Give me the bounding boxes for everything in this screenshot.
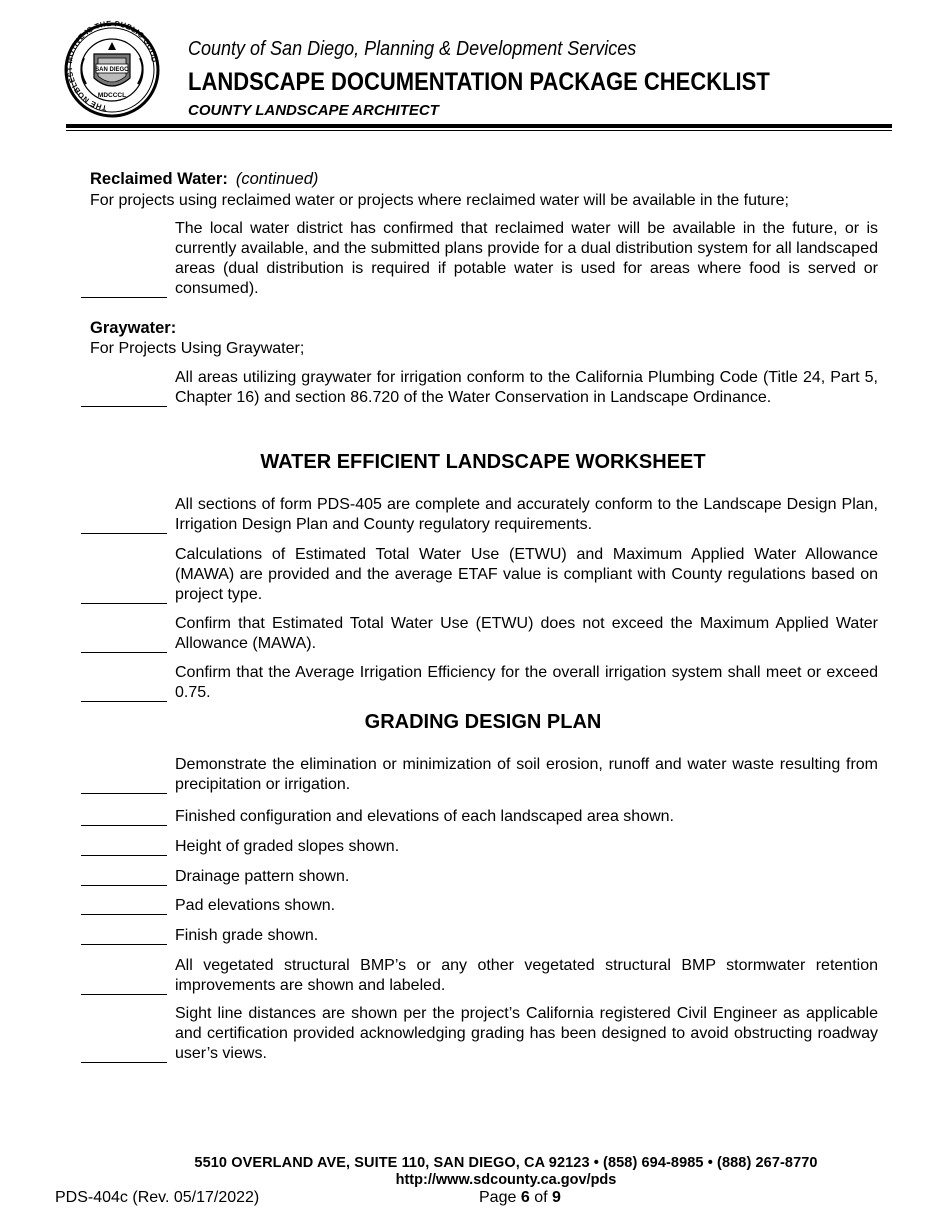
checklist-blank-field[interactable]: [81, 994, 167, 995]
checklist-item-text: Calculations of Estimated Total Water Use (ETWU) and Maximum Applied Water Allowance (MAWA) are provided and the average ETAF value is compliant with County regulations based on project type.: [175, 546, 878, 603]
section-heading-reclaimed-water: [90, 170, 318, 189]
footer-url[interactable]: http://www.sdcounty.ca.gov/pds: [395, 1172, 617, 1188]
header-divider: [66, 124, 892, 128]
checklist-item-text: Finish grade shown.: [175, 927, 319, 944]
checklist-blank-field[interactable]: [81, 406, 167, 407]
checklist-blank-field[interactable]: [81, 297, 167, 298]
checklist-item-text: Demonstrate the elimination or minimization of soil erosion, runoff and water waste resulting from precipitation or irrigation.: [175, 756, 878, 793]
footer-form-id: PDS-404c (Rev. 05/17/2022): [55, 1189, 260, 1206]
checklist-blank-field[interactable]: [81, 944, 167, 945]
section-heading-grading: GRADING DESIGN PLAN: [364, 711, 602, 733]
agency-subtitle: County of San Diego, Planning & Development Services: [188, 38, 637, 60]
page-current: 6: [520, 1189, 530, 1206]
checklist-blank-field[interactable]: [81, 855, 167, 856]
svg-text:THE NOBLEST MOTIVE IS THE PUBL: THE NOBLEST MOTIVE IS THE PUBLIC GOOD: [64, 18, 159, 113]
section-intro-graywater: For Projects Using Graywater;: [90, 340, 305, 357]
svg-text:SAN DIEGO: SAN DIEGO: [95, 67, 129, 73]
county-seal-logo: [64, 18, 160, 122]
checklist-blank-field[interactable]: [81, 701, 167, 702]
checklist-blank-field[interactable]: [81, 533, 167, 534]
checklist-blank-field[interactable]: [81, 793, 167, 794]
section-intro-reclaimed: For projects using reclaimed water or projects where reclaimed water will be available in the future;: [90, 192, 789, 209]
section-heading-graywater: Graywater:: [90, 319, 177, 337]
footer-address: 5510 OVERLAND AVE, SUITE 110, SAN DIEGO, CA 92123 • (858) 694-8985 • (888) 267-8770: [194, 1155, 818, 1171]
checklist-item-text: The local water district has confirmed that reclaimed water will be available in the future, or is currently available, and the submitted plans provide for a dual distribution system for all landscaped areas (dual distribution is required if potable water is used for areas where food is served or consumed).: [175, 220, 878, 297]
checklist-item-text: Sight line distances are shown per the project’s California registered Civil Engineer as applicable and certification provided acknowledging grading has been designed to avoid obstructing roadway user’s views.: [175, 1005, 878, 1062]
checklist-item-text: Confirm that the Average Irrigation Efficiency for the overall irrigation system shall meet or exceed 0.75.: [175, 664, 878, 701]
checklist-item-text: All areas utilizing graywater for irrigation conform to the California Plumbing Code (Title 24, Part 5, Chapter 16) and section 86.720 of the Water Conservation in Landscape Ordinance.: [175, 369, 878, 406]
page-total: 9: [551, 1189, 561, 1206]
page-of: of: [534, 1189, 548, 1206]
header-divider-thin: [66, 130, 892, 131]
section-heading-worksheet: WATER EFFICIENT LANDSCAPE WORKSHEET: [260, 451, 706, 473]
page-role: COUNTY LANDSCAPE ARCHITECT: [188, 102, 439, 119]
page-title: LANDSCAPE DOCUMENTATION PACKAGE CHECKLIST: [188, 68, 770, 96]
checklist-item-text: All vegetated structural BMP’s or any other vegetated structural BMP stormwater retention improvements are shown and labeled.: [175, 957, 878, 994]
checklist-item-text: Height of graded slopes shown.: [175, 838, 400, 855]
checklist-blank-field[interactable]: [81, 1062, 167, 1063]
page-label: Page: [479, 1189, 517, 1206]
checklist-blank-field[interactable]: [81, 603, 167, 604]
checklist-item-text: Drainage pattern shown.: [175, 868, 350, 885]
checklist-blank-field[interactable]: [81, 652, 167, 653]
checklist-blank-field[interactable]: [81, 825, 167, 826]
checklist-item-text: Finished configuration and elevations of each landscaped area shown.: [175, 808, 674, 825]
checklist-item-text: All sections of form PDS-405 are complete and accurately conform to the Landscape Design Plan, Irrigation Design Plan and County regulatory requirements.: [175, 496, 878, 533]
checklist-item-text: Confirm that Estimated Total Water Use (ETWU) does not exceed the Maximum Applied Water Allowance (MAWA).: [175, 615, 878, 652]
svg-text:MDCCCL: MDCCCL: [97, 92, 127, 99]
checklist-blank-field[interactable]: [81, 885, 167, 886]
checklist-item-text: Pad elevations shown.: [175, 897, 336, 914]
section-heading-label: Reclaimed Water:: [90, 170, 228, 188]
continued-label: (continued): [235, 170, 319, 188]
footer-page-number: [479, 1189, 561, 1207]
checklist-blank-field[interactable]: [81, 914, 167, 915]
